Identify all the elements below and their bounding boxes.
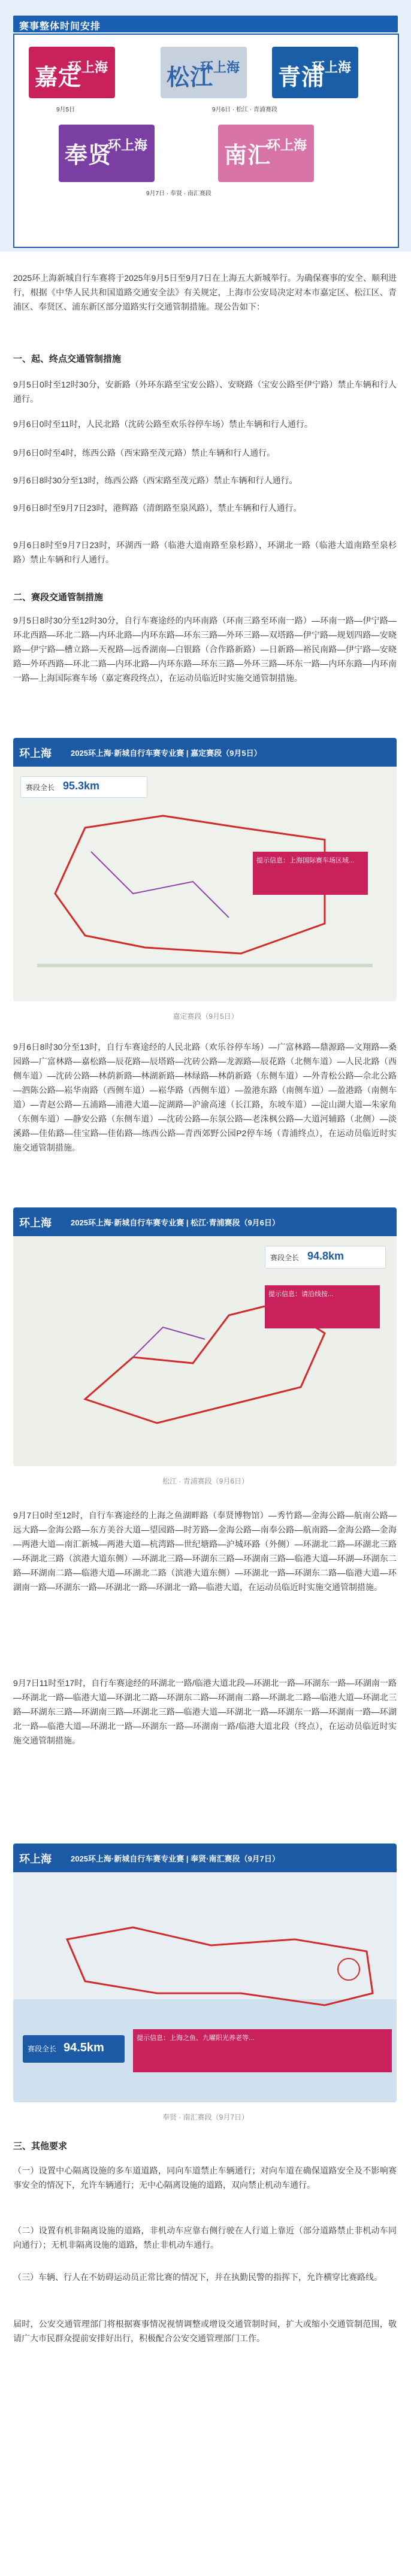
map3-note: 提示信息：上海之鱼、九曜阳光养老等...	[133, 2029, 392, 2072]
s1-item-3: 9月6日0时至4时，练西公路（西宋路至茂元路）禁止车辆和行人通行。	[13, 448, 276, 458]
map2-title: 2025环上海·新城自行车赛专业赛 | 松江·青浦赛段（9月6日）	[71, 1218, 280, 1227]
map3-distance-box: 赛段全长 94.5km	[23, 2035, 125, 2063]
s3-item-2: （二）设置有机非隔离设施的道路，非机动车应靠右侧行驶在人行道上靠近（部分道路禁止非机动车同向通行）；无机非隔离设施的道路，禁止非机动车通行。	[13, 2226, 397, 2250]
schedule-banner	[0, 0, 411, 252]
map1-title: 2025环上海·新城自行车赛专业赛 | 嘉定赛段（9月5日）	[71, 749, 262, 758]
s1-item-6: 9月6日8时至9月7日23时，环湖西一路（临港大道南路至泉杉路），环湖北一路（临港大道南路至泉杉路）禁止车辆和行人通行。	[13, 540, 397, 564]
map3-logo: 环上海	[19, 1853, 52, 1865]
s3-item-3: （三）车辆、行人在不妨碍运动员正常比赛的情况下，并在执勤民警的指挥下，允许横穿比赛路线。	[13, 2272, 382, 2282]
s3-item-1: （一）设置中心隔离设施的多车道道路，同向车道禁止车辆通行；对向车道在确保道路安全及不影响赛事安全的情况下，允许车辆通行；无中心隔离设施的道路，双向禁止机动车通行。	[13, 2166, 397, 2190]
s1-item-2: 9月6日0时至11时，人民北路（沈砖公路至欢乐谷停车场）禁止车辆和行人通行。	[13, 419, 313, 429]
map3-title: 2025环上海·新城自行车赛专业赛 | 奉贤·南汇赛段（9月7日）	[71, 1854, 280, 1863]
s1-item-5: 9月6日8时至9月7日23时，港辉路（清朗路至泉风路），禁止车辆和行人通行。	[13, 503, 302, 513]
s2-paragraph-4: 9月7日11时至17时，自行车赛途经的环湖北一路/临港大道北段—环湖北一路—环湖东一路—环湖南一路—环湖北一路—临港大道—环湖北二路—环湖东二路—环湖南二路—环湖北二路—临港大道—环湖北三路—环湖东三路—环湖南三路—环湖北三路—临港大道—环湖北一路—环湖东一路—环湖南一路—环湖北一路—临港大道—环湖北一路—环湖东一路—环湖南一路/临港大道北段（终点），在运动员临近时实施交通管制措施。	[13, 1678, 397, 1745]
map2-route	[13, 1207, 397, 1466]
date-label-3: 9月7日 · 奉贤 · 南汇赛段	[146, 190, 211, 197]
s2-paragraph-1: 9月5日8时30分至12时30分，自行车赛途经的内环南路（环南三路至环南一路）—环南一路—伊宁路—环北西路—环北二路—内环北路—内环东路—环东三路—外环三路—双塔路—伊宁路—规划四路—安晓路—伊宁路—槽立路—天祝路—远香湖南—白银路（合作路新路）—日新路—裕民南路—伊宁路—安晓路—外环西路—环北二路—内环北路—内环东路—环东三路—外环三路—环东一路—内环东路—内环南一路—上海国际赛车场（嘉定赛段终点），在运动员临近时实施交通管制措施。	[13, 616, 397, 683]
map1-distance-box: 赛段全长 95.3km	[20, 776, 147, 798]
section1-title: 一、起、终点交通管制措施	[13, 354, 122, 364]
map1-note: 提示信息：上海国际赛车场区域...	[253, 852, 368, 895]
map2-caption: 松江 · 青浦赛段（9月6日）	[162, 1477, 249, 1485]
date-label-2: 9月6日 · 松江 · 青浦赛段	[212, 107, 277, 113]
map2-distance-box: 赛段全长 94.8km	[265, 1246, 386, 1269]
map2-note: 提示信息：请沿线按...	[265, 1285, 380, 1328]
section2-title: 二、赛段交通管制措施	[13, 592, 104, 603]
s1-item-1: 9月5日0时至12时30分，安新路（外环东路至宝安公路）、安晓路（宝安公路至伊宁路）禁止车辆和行人通行。	[13, 380, 397, 404]
s2-paragraph-3: 9月7日0时至12时，自行车赛途经的上海之鱼湖畔路（奉贤博物馆）—秀竹路—金海公路—航南公路—远大路—金海公路—东方美谷大道—望园路—时芳路—金海公路—南奉公路—航南路—金海公路—金海—两港大道—南汇新城—两港大道—杭湾路—世纪塘路—沪城环路（外侧）—环湖北二路—环湖北三路—环湖北三路（滨港大道东侧）—环湖北三路—环湖东三路—环湖南三路—临港大道—环湖—环湖东二路—环湖南二路—临港大道—环湖北二路（滨港大道东侧）—环湖北一路—环湖东二路—临港大道—环湖南一路—环湖东一路—环湖北一路—环湖北一路—临港大道，在运动员临近时实施交通管制措施。	[13, 1511, 397, 1592]
section3-title: 三、其他要求	[13, 2141, 68, 2151]
map1-caption: 嘉定赛段（9月5日）	[173, 1012, 238, 1021]
map-jiading	[13, 738, 397, 1001]
tile-songjiang: 松江 环上海	[161, 47, 247, 98]
intro-paragraph: 2025环上海新城自行车赛将于2025年9月5日至9月7日在上海五大新城举行。为确保赛事的安全、顺利进行，根据《中华人民共和国道路交通安全法》有关规定，上海市公安局决定对本市嘉定区、松江区、青浦区、奉贤区、浦东新区部分道路实行交通管制措施。现公告如下：	[13, 273, 397, 311]
tile-fengxian: 奉贤 环上海	[59, 125, 155, 182]
map3-caption: 奉贤 · 南汇赛段（9月7日）	[162, 2113, 249, 2121]
date-label-1: 9月5日	[56, 107, 75, 113]
tile-jiading: 嘉定 环上海	[29, 47, 115, 98]
map-fengxian-nanhui	[13, 1844, 397, 2102]
map-songjiang-qingpu	[13, 1207, 397, 1466]
banner-frame	[13, 34, 399, 248]
tile-nanhui: 南汇 环上海	[218, 125, 314, 182]
banner-header: 赛事整体时间安排	[13, 16, 398, 32]
s2-paragraph-2: 9月6日8时30分至13时，自行车赛途经的人民北路（欢乐谷停车场）—广富林路—鼎源路—文翔路—桑园路—广富林路—嘉松路—辰花路—辰塔路—沈砖公路—龙源路—辰花路（北侧车道）—人民北路（西侧车道）—沈砖公路—林荫新路—林湖新路—林绿路—林荫新路（东侧车道）—外青松公路—佘北公路—泗陈公路—崧华南路（西侧车道）—崧华路（西侧车道）—盈港东路（南侧车道）—盈港路（南侧车道）—青赵公路—五浦路—浦港大道—淀湖路—沪渝高速（长江路，东坡车道）—淀山湖大道—朱家角（东侧车道）—静安公路（东侧车道）—沈砖公路—东氛公路—老洙枫公路—大道河辅路（北侧）—淡溪路—佳佑路—佳宝路—佳佑路—练西公路—青西郊野公园P2停车场（青浦终点），在运动员临近时实施交通管制措施。	[13, 1042, 397, 1152]
tile-qingpu: 青浦 环上海	[272, 47, 358, 98]
map2-logo: 环上海	[19, 1217, 52, 1229]
s1-item-4: 9月6日8时30分至13时，练西公路（西宋路至茂元路）禁止车辆和行人通行。	[13, 476, 298, 485]
s3-item-4: 届时，公安交通管理部门将根据赛事情况视情调整或增设交通管制时间，扩大或缩小交通管制范围，敬请广大市民群众提前安排好出行，积极配合公安交通管理部门工作。	[13, 2319, 397, 2343]
map1-logo: 环上海	[19, 747, 52, 759]
